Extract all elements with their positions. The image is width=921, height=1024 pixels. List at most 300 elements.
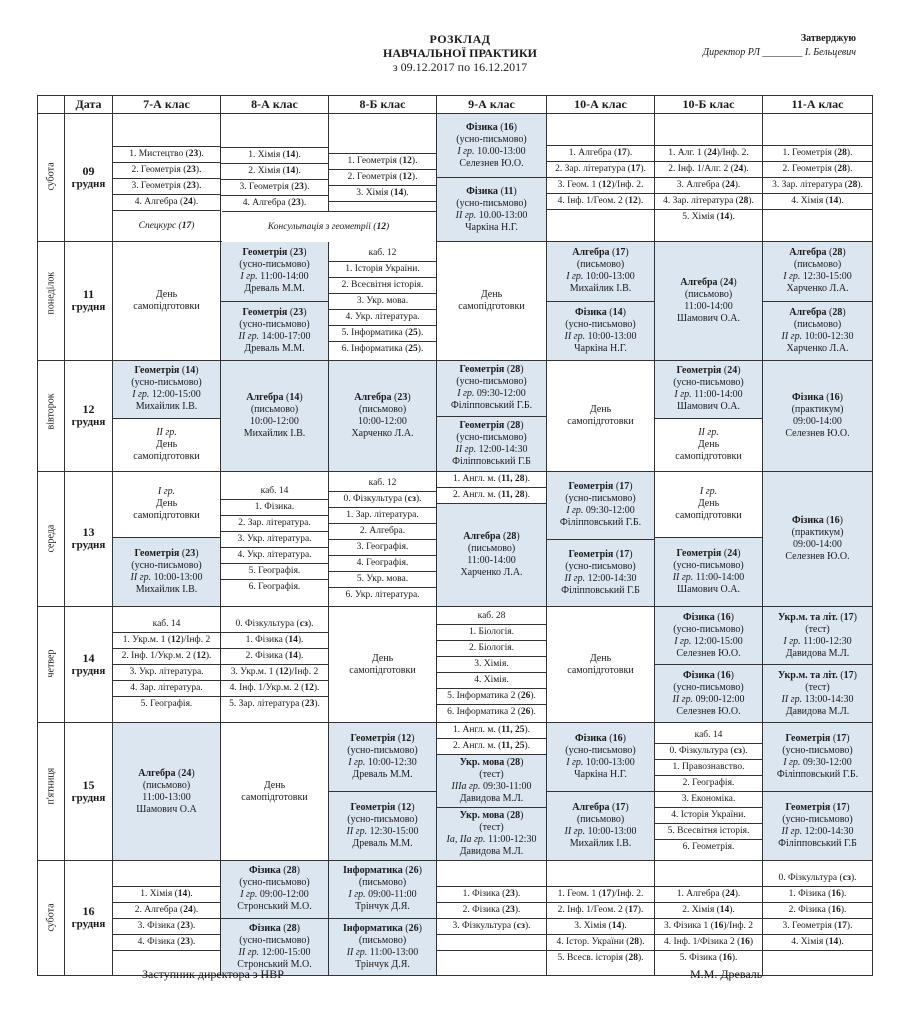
cell-line: Фізика (11): [466, 185, 517, 197]
lesson-block: [655, 361, 762, 418]
lesson-block: [329, 361, 436, 471]
lesson-row: 4. Історія України.: [655, 807, 762, 823]
cell-line: (усно-письмово): [131, 377, 202, 389]
lesson-row: 2. Англ. м. (11, 25).: [437, 738, 546, 754]
cell-line: (письмово): [793, 318, 842, 330]
lesson-row: 4. Інф. 1/Геом. 2 (12).: [547, 193, 654, 209]
lesson-row: 1. Англ. м. (11, 28).: [452, 474, 531, 484]
cell-line: І гр. 12:00-15:00: [132, 389, 201, 401]
lesson-row: 0. Фізкультура (сз).: [235, 619, 314, 629]
lesson-block: [763, 665, 872, 722]
cell-line: Древаль М.М.: [352, 838, 413, 849]
lesson-row: 3. Алгебра (24).: [655, 177, 762, 193]
cell-line: Стронський М.О.: [237, 958, 312, 970]
cell-line: (усно-письмово): [673, 623, 744, 635]
cell-8b: [329, 472, 437, 607]
cell-8a: [221, 472, 329, 607]
cell-10a: [547, 361, 655, 472]
lesson-row: 2. Англ. м. (11, 28).: [437, 487, 546, 503]
cell-line: ІІ гр. 12:00-15:00: [238, 946, 311, 958]
cell-line: Фізика (28): [249, 865, 300, 877]
lesson-row: 1. Фізика (14).: [221, 632, 328, 648]
cell-line: ІІ гр. 10.00-13:00: [455, 209, 528, 221]
lesson-block: [221, 361, 328, 471]
cell-line: самопідготовки: [567, 416, 634, 427]
lesson-row: 3. Зар. література (28).: [763, 177, 872, 193]
cell-10a: [547, 723, 655, 861]
lesson-row: 2. Інф. 1/Геом. 2 (17).: [547, 902, 654, 918]
cell-line: Селезнев Ю.О.: [785, 428, 850, 439]
cell-line: Укр. мова (28): [459, 810, 524, 821]
lesson-block: [547, 472, 654, 539]
cell-line: І гр. 11:00-14:00: [674, 389, 743, 401]
lesson-row: [763, 950, 872, 966]
lesson-block: [113, 472, 220, 537]
lesson-row: 5. Зар. література (23).: [221, 696, 328, 712]
lesson-block: [655, 538, 762, 607]
lesson-block: [547, 540, 654, 607]
cell-9a: [437, 114, 547, 242]
lesson-row: каб. 12: [368, 247, 397, 258]
cell-line: ІІ гр. 12:00-14:30: [781, 826, 854, 837]
lesson-row: 2. Фізика (14).: [221, 648, 328, 664]
lesson-row: 4. Хімія (14).: [763, 934, 872, 950]
cell-line: (письмово): [250, 404, 299, 415]
cell-line: самопідготовки: [133, 450, 200, 462]
lesson-row: 1. Фізика (16).: [763, 886, 872, 902]
weekday-cell: субота: [38, 861, 65, 976]
cell-line: День: [697, 438, 720, 450]
cell-line: Фізика (16): [575, 733, 626, 744]
header-10b: 10-Б клас: [655, 96, 763, 114]
cell-line: Шамович О.А.: [677, 583, 740, 595]
cell-line: І гр. 12:00-15:00: [674, 635, 743, 647]
lesson-block: [437, 417, 546, 472]
schedule-body: [38, 114, 873, 976]
cell-line: (практикум): [791, 527, 844, 538]
cell-line: ІІ гр. 14:00-17:00: [238, 330, 311, 342]
cell-line: самопідготовки: [675, 510, 742, 522]
lesson-block: [763, 792, 872, 860]
lesson-row: [763, 209, 872, 225]
special-course: Спецкурс (17): [113, 210, 220, 241]
lesson-row: 3. Геом. 1 (12)/Інф. 2.: [547, 177, 654, 193]
cell-line: Харченко Л.А.: [460, 567, 523, 578]
cell-line: Фізика (28): [249, 922, 300, 934]
lesson-row: [113, 131, 220, 146]
cell-line: Михайлик І.В.: [569, 283, 632, 295]
cell-line: (усно-письмово): [131, 559, 202, 571]
cell-10a: [547, 242, 655, 361]
lesson-row: [437, 950, 546, 966]
lesson-row: 6. Укр. література.: [329, 587, 436, 603]
lesson-row: 3. Фізика 1 (16)/Інф. 2: [655, 918, 762, 934]
cell-line: І гр. 11:00-12:30: [783, 635, 852, 647]
cell-line: Давидова М.Л.: [459, 793, 524, 804]
lesson-row: 6. Інформатика (25).: [329, 341, 436, 357]
cell-line: (письмово): [142, 779, 191, 791]
cell-line: Геометрія (17): [785, 802, 850, 813]
cell-line: Філіпповський Г.Б.: [559, 517, 642, 529]
cell-line: І гр. 09:30-12:00: [783, 757, 852, 768]
cell-line: Харченко Л.А.: [786, 283, 849, 295]
lesson-block: [113, 538, 220, 607]
lesson-block: [547, 361, 654, 471]
lesson-block: [221, 861, 328, 918]
cell-line: Алгебра (28): [463, 531, 520, 542]
lesson-row: [547, 130, 654, 145]
lesson-block: [655, 665, 762, 722]
cell-11a: [763, 361, 873, 472]
cell-line: самопідготовки: [675, 450, 742, 462]
cell-line: ІІ гр. 11:00-14:00: [672, 571, 745, 583]
cell-line: самопідготовки: [458, 301, 525, 312]
cell-line: День: [480, 289, 503, 300]
weekday-cell: вівторок: [38, 361, 65, 472]
date-cell: 15 грудня: [65, 723, 113, 861]
lesson-row: 3. Економіка.: [655, 791, 762, 807]
cell-line: Інформатика (26): [343, 922, 422, 934]
weekday-cell: понеділок: [38, 242, 65, 361]
lesson-row: 2. Географія.: [655, 775, 762, 791]
cell-line: Алгебра (24): [680, 277, 737, 288]
lesson-row: 3. Геометрія (17).: [763, 918, 872, 934]
cell-line: ІІ гр. 12:00-14:30: [455, 443, 528, 455]
lesson-block: [655, 419, 762, 472]
header-10a: 10-А клас: [547, 96, 655, 114]
cell-line: День: [263, 779, 286, 791]
cell-line: І гр. 09:30-12:00: [566, 505, 635, 517]
date-cell: 12 грудня: [65, 361, 113, 472]
cell-line: І гр. 10.00-13:00: [457, 145, 526, 157]
cell-line: (письмово): [576, 814, 625, 825]
lesson-row: 4. Алгебра (23).: [221, 195, 328, 211]
cell-7a: [113, 723, 221, 861]
lesson-block: [437, 114, 546, 177]
cell-line: Трінчук Д.Я.: [355, 901, 410, 913]
lesson-row: 0. Фізкультура (сз).: [655, 743, 762, 759]
cell-line: І гр.: [699, 486, 718, 498]
cell-line: І гр.: [157, 486, 176, 498]
cell-8b: [329, 723, 437, 861]
cell-line: (усно-письмово): [239, 877, 310, 889]
cell-line: Чаркіна Н.Г.: [574, 769, 627, 780]
lesson-row: 1. Геометрія (28).: [763, 145, 872, 161]
header-date: Дата: [65, 96, 113, 114]
cell-line: ІІ гр. 11:00-13:00: [346, 946, 419, 958]
lesson-row: 4. Укр. література.: [221, 547, 328, 563]
cell-line: День: [155, 498, 178, 510]
lesson-row: [221, 132, 328, 147]
lesson-row: 1. Геом. 1 (17)/Інф. 2.: [547, 886, 654, 902]
date-cell: 09 грудня: [65, 114, 113, 242]
schedule-table: [37, 95, 873, 976]
director-signature-line: Директор РЛ ________ І. Бельцевич: [702, 47, 856, 58]
cell-line: 09:00-14:00: [793, 539, 842, 550]
lesson-row: 2. Всесвітня історія.: [329, 277, 436, 293]
day-row-16: [38, 861, 873, 976]
cell-line: ІІ гр. 10:00-12:30: [781, 330, 854, 342]
cell-line: Селезнев Ю.О.: [676, 647, 741, 659]
cell-10b: [655, 472, 763, 607]
cell-line: Шамович О.А: [136, 803, 197, 815]
cell-9a: [437, 361, 547, 472]
cell-line: (усно-письмово): [456, 133, 527, 145]
cell-line: Древаль М.М.: [352, 769, 413, 780]
cell-line: Геометрія (28): [459, 419, 524, 431]
cell-line: (усно-письмово): [347, 814, 418, 825]
cell-9a: [437, 242, 547, 361]
lesson-block: [221, 302, 328, 361]
cell-line: Фізика (16): [683, 669, 734, 681]
lesson-row: 2. Фізика (16).: [763, 902, 872, 918]
lesson-row: 1. Правознавство.: [655, 759, 762, 775]
cell-line: Харченко Л.А.: [351, 428, 414, 439]
cell-11a: [763, 861, 873, 976]
lesson-block: [221, 723, 328, 860]
cell-8b: [329, 607, 437, 723]
cell-line: Укр. мова (28): [459, 757, 524, 768]
cell-line: ІІ гр.: [698, 426, 719, 438]
date-cell: 13 грудня: [65, 472, 113, 607]
cell-line: (усно-письмово): [239, 318, 310, 330]
lesson-row: 3. Фізкультура (сз).: [437, 918, 546, 934]
cell-line: (усно-письмово): [456, 431, 527, 443]
lesson-row: 2. Зар. література.: [221, 515, 328, 531]
cell-line: Трінчук Д.Я.: [355, 958, 410, 970]
cell-line: (усно-письмово): [239, 934, 310, 946]
lesson-row: 4. Хімія.: [437, 672, 546, 688]
footer-left: Заступник директора з НВР: [142, 967, 284, 981]
cell-line: Геометрія (17): [785, 733, 850, 744]
lesson-row: 1. Алгебра (24).: [655, 886, 762, 902]
cell-line: Алгебра (17): [572, 802, 629, 813]
cell-line: Геометрія (23): [242, 306, 307, 318]
cell-line: 11:00-13:00: [142, 791, 191, 803]
day-row-13: [38, 472, 873, 607]
cell-line: День: [697, 498, 720, 510]
cell-line: Філіпповський Г.Б: [452, 455, 531, 467]
cell-line: самопідготовки: [349, 664, 416, 676]
lesson-row: каб. 28: [477, 611, 506, 621]
lesson-row: 3. Геометрія (23).: [113, 178, 220, 194]
date-cell: 16 грудня: [65, 861, 113, 976]
cell-line: (усно-письмово): [565, 493, 636, 505]
cell-line: (письмово): [358, 404, 407, 415]
cell-line: І гр. 12:30-15:00: [783, 271, 852, 283]
lesson-row: 4. Зар. література.: [113, 680, 220, 696]
day-row-11: [38, 242, 873, 361]
lesson-row: 6. Геометрія.: [655, 839, 762, 855]
lesson-block: [655, 242, 762, 360]
lesson-row: 3. Географія.: [329, 539, 436, 555]
lesson-row: каб. 14: [260, 485, 289, 496]
lesson-row: 1. Алгебра (17).: [547, 145, 654, 161]
lesson-block: [329, 607, 436, 722]
lesson-block: [437, 504, 546, 606]
cell-line: Давидова М.Л.: [785, 647, 850, 659]
cell-line: ІІ гр. 10:00-13:00: [130, 571, 203, 583]
cell-line: Геометрія (24): [676, 547, 741, 559]
cell-line: Укр.м. та літ. (17): [778, 669, 857, 681]
cell-line: Інформатика (26): [343, 865, 422, 877]
cell-9a: [437, 472, 547, 607]
cell-10b: [655, 607, 763, 723]
day-row-12: [38, 361, 873, 472]
lesson-block: [655, 607, 762, 664]
lesson-block: [763, 723, 872, 791]
cell-line: Фізика (16): [792, 392, 843, 403]
date-cell: 14 грудня: [65, 607, 113, 723]
cell-7a: [113, 361, 221, 472]
lesson-row: 5. Географія.: [113, 696, 220, 712]
cell-line: ІІ гр. 12:00-14:30: [564, 572, 637, 584]
lesson-block: [113, 419, 220, 472]
lesson-block: [763, 361, 872, 471]
cell-line: І гр. 09:30-12:00: [457, 388, 526, 400]
cell-7a: [113, 861, 221, 976]
lesson-row: 3. Укр. література.: [221, 531, 328, 547]
weekday-cell: середа: [38, 472, 65, 607]
lesson-row: 2. Геометрія (23).: [113, 162, 220, 178]
cell-7a: [113, 472, 221, 607]
lesson-row: 1. Хімія (14).: [113, 886, 220, 902]
header-11a: 11-А клас: [763, 96, 873, 114]
cell-10a: [547, 607, 655, 723]
lesson-row: 2. Геометрія (12).: [329, 169, 436, 185]
cell-line: Алгебра (24): [138, 767, 195, 779]
lesson-row: 4. Хімія (14).: [763, 193, 872, 209]
lesson-row: 3. Укр. мова.: [329, 293, 436, 309]
title-dates: з 09.12.2017 по 16.12.2017: [392, 60, 528, 74]
cell-line: Алгебра (23): [354, 392, 411, 403]
cell-line: самопідготовки: [133, 301, 200, 312]
cell-8b: [329, 861, 437, 976]
cell-9a: [437, 607, 547, 723]
cell-line: (письмово): [576, 259, 625, 271]
cell-line: (тест): [805, 681, 830, 693]
lesson-row: 1. Англ. м. (11, 25).: [452, 725, 531, 735]
lesson-row: 5. Укр. мова.: [329, 571, 436, 587]
cell-line: (письмово): [793, 259, 842, 271]
lesson-block: [547, 302, 654, 361]
cell-line: І гр. 10:00-13:00: [566, 271, 635, 283]
cell-line: І гр. 09:00-11:00: [348, 889, 417, 901]
cell-line: 11:00-14:00: [467, 555, 516, 566]
cell-line: (тест): [479, 769, 504, 780]
document-title: [280, 32, 640, 74]
lesson-block: [763, 607, 872, 664]
lesson-row: [329, 138, 436, 153]
cell-10b: [655, 242, 763, 361]
cell-line: (письмово): [358, 877, 407, 889]
cell-line: Алгебра (28): [789, 306, 846, 318]
cell-8a: [221, 723, 329, 861]
cell-11a: [763, 472, 873, 607]
lesson-row: 1. Алг. 1 (24)/Інф. 2.: [655, 145, 762, 161]
cell-line: (усно-письмово): [673, 681, 744, 693]
cell-line: ІІ гр. 10:00-13:00: [564, 330, 637, 342]
lesson-row: 4. Інф. 1/Укр.м. 2 (12).: [221, 680, 328, 696]
lesson-row: 1. Історія України.: [329, 261, 436, 277]
cell-line: Філіпповський Г.Б.: [450, 400, 533, 412]
lesson-block: [547, 607, 654, 722]
document-header: [0, 0, 921, 96]
cell-line: 10:00-12:00: [250, 416, 299, 427]
lesson-row: 3. Геометрія (23).: [221, 179, 328, 195]
cell-line: Михайлик І.В.: [243, 428, 306, 439]
cell-line: Фізика (14): [575, 306, 626, 318]
cell-line: Філіпповський Г.Б: [778, 838, 857, 849]
lesson-row: 4. Істор. України (28).: [547, 934, 654, 950]
lesson-block: [763, 242, 872, 301]
lesson-block: [763, 302, 872, 361]
cell-line: Геометрія (24): [676, 365, 741, 377]
cell-line: (практикум): [791, 404, 844, 415]
cell-line: Михайлик І.В.: [135, 583, 198, 595]
cell-line: самопідготовки: [241, 791, 308, 803]
lesson-row: 3. Хімія (14).: [547, 918, 654, 934]
lesson-row: 6. Інформатика 2 (26).: [437, 704, 546, 720]
header-empty: [38, 96, 65, 114]
consultation-note: Консультація з геометрії (12): [222, 211, 436, 242]
cell-line: Чаркіна Н.Г.: [574, 342, 627, 354]
lesson-row: 2. Фізика (23).: [437, 902, 546, 918]
cell-line: Чаркіна Н.Г.: [465, 221, 518, 233]
lesson-row: 3. Укр.м. 1 (12)/Інф. 2: [221, 664, 328, 680]
cell-line: Шамович О.А.: [677, 401, 740, 413]
lesson-block: [113, 723, 220, 860]
cell-line: День: [371, 652, 394, 664]
lesson-row: 5. Інформатика (25).: [329, 325, 436, 341]
lesson-row: каб. 14: [152, 619, 181, 629]
cell-line: ІІ гр. 12:30-15:00: [346, 826, 419, 837]
lesson-row: 1. Біологія.: [437, 624, 546, 640]
lesson-row: [547, 871, 654, 886]
lesson-row: 2. Інф. 1/Алг. 2 (24).: [655, 161, 762, 177]
lesson-row: 5. Інформатика 2 (26).: [437, 688, 546, 704]
cell-line: Філіпповський Г.Б.: [776, 769, 859, 780]
footer-right: М.М. Древаль: [690, 967, 763, 981]
cell-7a: [113, 607, 221, 723]
lesson-row: 2. Біологія.: [437, 640, 546, 656]
cell-line: (усно-письмово): [782, 745, 853, 756]
cell-line: (усно-письмово): [347, 745, 418, 756]
lesson-row: 2. Геометрія (28).: [763, 161, 872, 177]
lesson-row: 1. Мистецтво (23).: [113, 146, 220, 162]
cell-line: Шамович О.А.: [677, 313, 740, 324]
title-line-1: РОЗКЛАД: [429, 32, 491, 46]
day-row-15: [38, 723, 873, 861]
lesson-row: 1. Зар. література.: [329, 507, 436, 523]
cell-line: (усно-письмово): [239, 259, 310, 271]
lesson-row: 5. Географія.: [221, 563, 328, 579]
cell-9a: [437, 861, 547, 976]
cell-line: самопідготовки: [567, 664, 634, 676]
cell-line: Геометрія (28): [459, 364, 524, 376]
cell-line: самопідготовки: [133, 510, 200, 522]
lesson-row: 5. Всесв. історія (28).: [547, 950, 654, 966]
cell-10a: [547, 861, 655, 976]
lesson-row: 1. Хімія (14).: [221, 147, 328, 163]
lesson-row: 2. Зар. література (17).: [547, 161, 654, 177]
cell-line: Селезнев Ю.О.: [785, 551, 850, 562]
cell-line: ІІ гр. 09:00-12:00: [672, 693, 745, 705]
cell-8b: [329, 361, 437, 472]
cell-line: 11:00-14:00: [684, 301, 733, 312]
cell-line: Селезнев Ю.О.: [459, 157, 524, 169]
cell-11a: [763, 242, 873, 361]
